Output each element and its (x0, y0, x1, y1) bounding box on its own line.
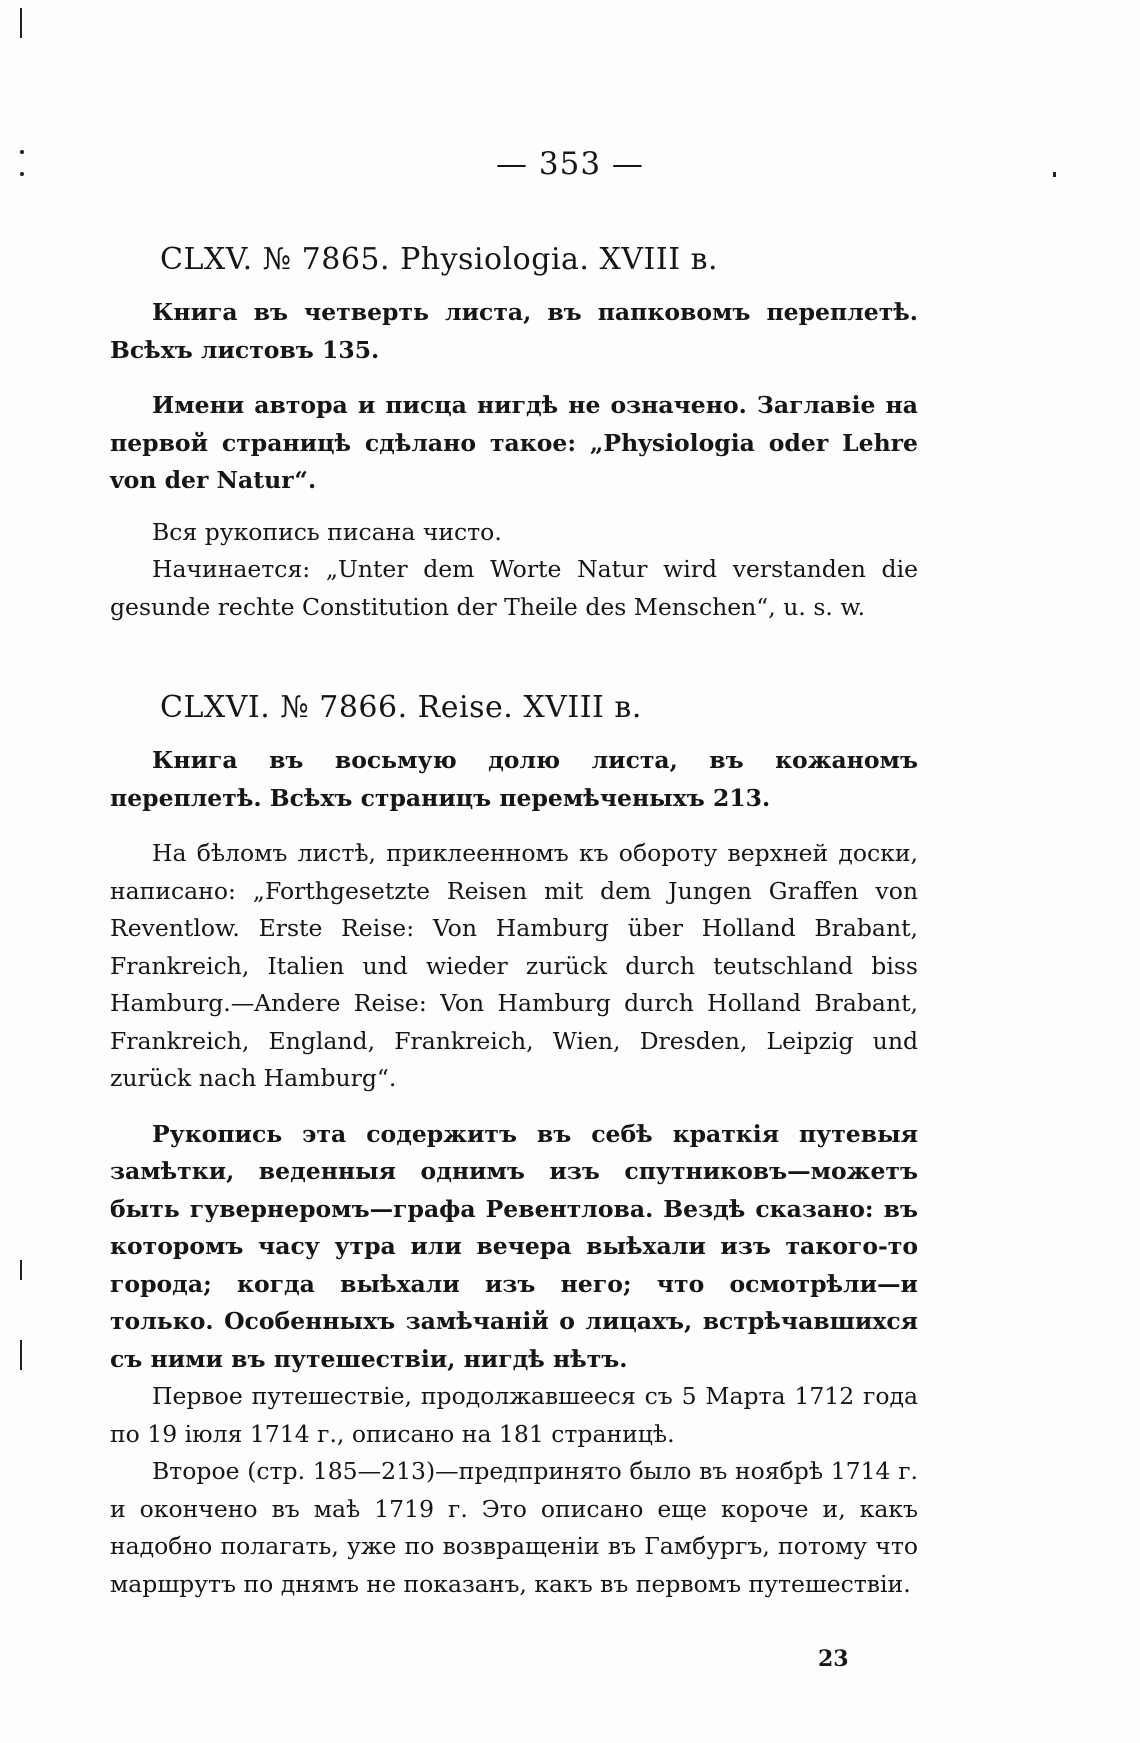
entry-paragraph: Имени автора и писца нигдѣ не означено. Заглавіе на первой страницѣ сдѣлано такое: „Physiologia oder Lehre von der Natur“. (110, 391, 918, 494)
entry-title: CLXVI. № 7866. Reise. XVIII в. (160, 690, 642, 725)
entry-paragraph: Первое путешествіе, продолжавшееся съ 5 Марта 1712 года по 19 іюля 1714 г., описано на 181 страницѣ. (110, 1382, 918, 1448)
entry-paragraph: Начинается: „Unter dem Worte Natur wird verstanden die gesunde rechte Constitution der Theile des Menschen“, u. s. w. (110, 555, 918, 621)
page-number: — 353 — (496, 146, 644, 182)
entry-paragraph: Рукопись эта содержитъ въ себѣ краткія путевыя замѣтки, веденныя однимъ изъ спутниковъ—можетъ быть гувернеромъ—графа Ревентлова. Вездѣ сказано: въ которомъ часу утра или вечера выѣхали изъ такого-то города; когда выѣхали изъ него; что осмотрѣли—и только. Особенныхъ замѣчаній о лицахъ, встрѣчавшихся съ ними въ путешествіи, нигдѣ нѣтъ. (110, 1119, 918, 1373)
entry-title: CLXV. № 7865. Physiologia. XVIII в. (160, 242, 719, 277)
entry-paragraph: Книга въ четверть листа, въ папковомъ переплетѣ. Всѣхъ листовъ 135. (110, 298, 918, 364)
scan-mark (20, 1260, 22, 1280)
entry-paragraph: Вся рукопись писана чисто. (152, 517, 502, 546)
scan-mark (20, 1340, 22, 1370)
signature-mark: 23 (818, 1646, 849, 1672)
entry-paragraph: Книга въ восьмую долю листа, въ кожаномъ переплетѣ. Всѣхъ страницъ перемѣченыхъ 213. (110, 746, 918, 812)
page-content (110, 240, 918, 1603)
entry-paragraph: Второе (стр. 185—213)—предпринято было въ ноябрѣ 1714 г. и окончено въ маѣ 1719 г. Это описано еще короче и, какъ надобно полагать, уже по возвращеніи въ Гамбургъ, потому что маршрутъ по днямъ не показанъ, какъ въ первомъ путешествіи. (110, 1457, 918, 1598)
entry-paragraph: На бѣломъ листѣ, приклеенномъ къ обороту верхней доски, написано: „Forthgesetzte Reisen mit dem Jungen Graffen von Reventlow. Erste Reise: Von Hamburg über Holland Brabant, Frankreich, Italien und wieder zurück durch teutschland biss Hamburg.—Andere Reise: Von Hamburg durch Holland Brabant, Frankreich, England, Frankreich, Wien, Dresden, Leipzig und zurück nach Hamburg“. (110, 839, 918, 1092)
scan-mark (20, 8, 22, 38)
